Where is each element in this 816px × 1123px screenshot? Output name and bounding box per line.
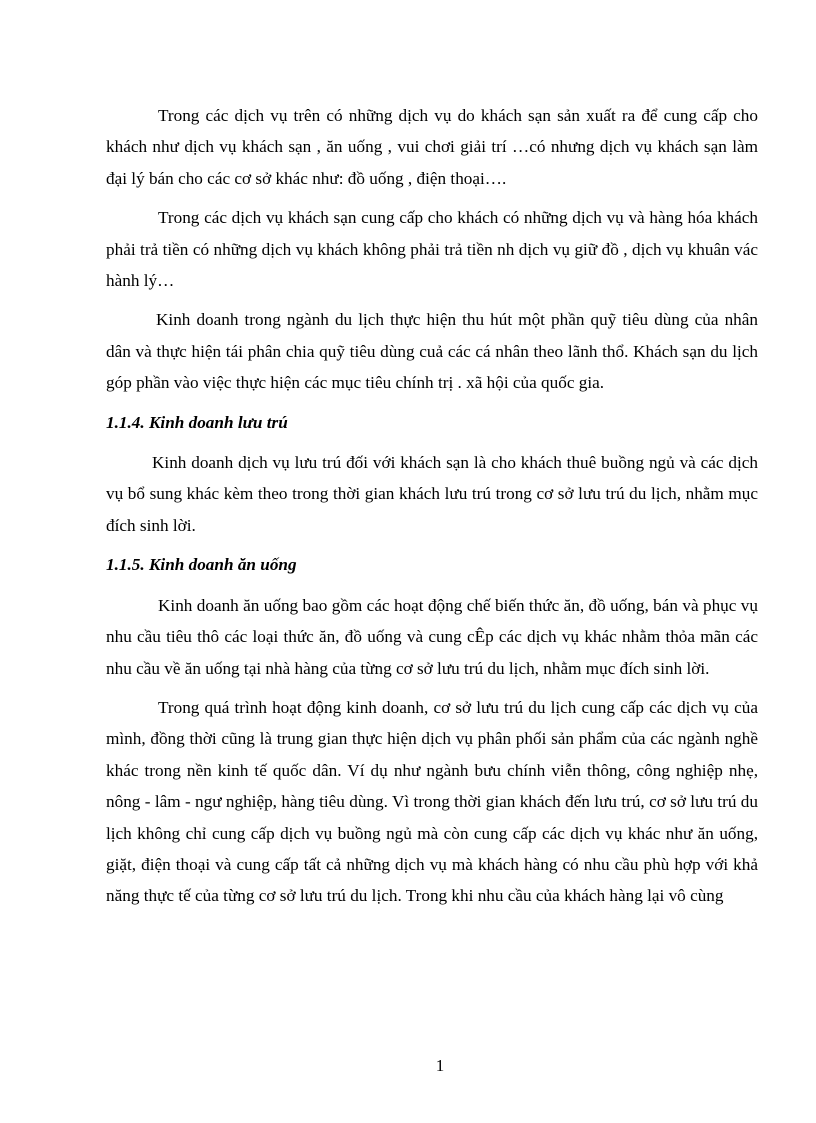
paragraph-paid-free-services: Trong các dịch vụ khách sạn cung cấp cho khách có những dịch vụ và hàng hóa khách phải trả tiền có những dịch vụ khách không phải trả tiền nh dịch vụ giữ đồ , dịch vụ khuân vác hành lý…	[106, 208, 758, 291]
page-number: 1	[435, 1056, 445, 1075]
paragraph-food-beverage-business: Kinh doanh ăn uống bao gồm các hoạt động chế biến thức ăn, đồ uống, bán và phục vụ nhu cầu tiêu thô các loại thức ăn, đồ uống và cung cÊp các dịch vụ khác nhằm thỏa mãn các nhu cầu về ăn uống tại nhà hàng của từng cơ sở lưu trú du lịch, nhằm mục đích sinh lời.	[106, 595, 758, 678]
paragraph-tourism-consumption: Kinh doanh trong ngành du lịch thực hiện thu hút một phần quỹ tiêu dùng của nhân dân và thực hiện tái phân chia quỹ tiêu dùng cuả các cá nhân theo lãnh thổ. Khách sạn du lịch góp phần vào việc thực hiện các mục tiêu chính trị . xã hội của quốc gia.	[106, 310, 758, 393]
paragraph-business-operations: Trong quá trình hoạt động kinh doanh, cơ sở lưu trú du lịch cung cấp các dịch vụ của mình, đồng thời cũng là trung gian thực hiện dịch vụ phân phối sản phẩm của các ngành nghề khác trong nền kinh tế quốc dân. Ví dụ như ngành bưu chính viễn thông, công nghiệp nhẹ, nông - lâm - ngư nghiệp, hàng tiêu dùng. Vì trong thời gian khách đến lưu trú, cơ sở lưu trú du lịch không chỉ cung cấp dịch vụ buồng ngủ mà còn cung cấp các dịch vụ khác như ăn uống, giặt, điện thoại và cung cấp tất cả những dịch vụ mà khách hàng có nhu cầu phù hợp với khả năng thực tế của từng cơ sở lưu trú du lịch. Trong khi nhu cầu của khách hàng lại vô cùng	[106, 697, 758, 906]
document-body	[106, 100, 758, 920]
section-heading-food-beverage: 1.1.5. Kinh doanh ăn uống	[106, 555, 297, 575]
section-heading-accommodation: 1.1.4. Kinh doanh lưu trú	[106, 412, 288, 432]
paragraph-services-provided: Trong các dịch vụ trên có những dịch vụ do khách sạn sản xuất ra để cung cấp cho khách như dịch vụ khách sạn , ăn uống , vui chơi giải trí …có nhưng dịch vụ khách sạn làm đại lý bán cho các cơ sở khác như: đồ uống , điện thoại….	[106, 106, 758, 188]
paragraph-accommodation-business: Kinh doanh dịch vụ lưu trú đối với khách sạn là cho khách thuê buồng ngủ và các dịch vụ bổ sung khác kèm theo trong thời gian khách lưu trú trong cơ sở lưu trú du lịch, nhằm mục đích sinh lời.	[106, 453, 758, 535]
